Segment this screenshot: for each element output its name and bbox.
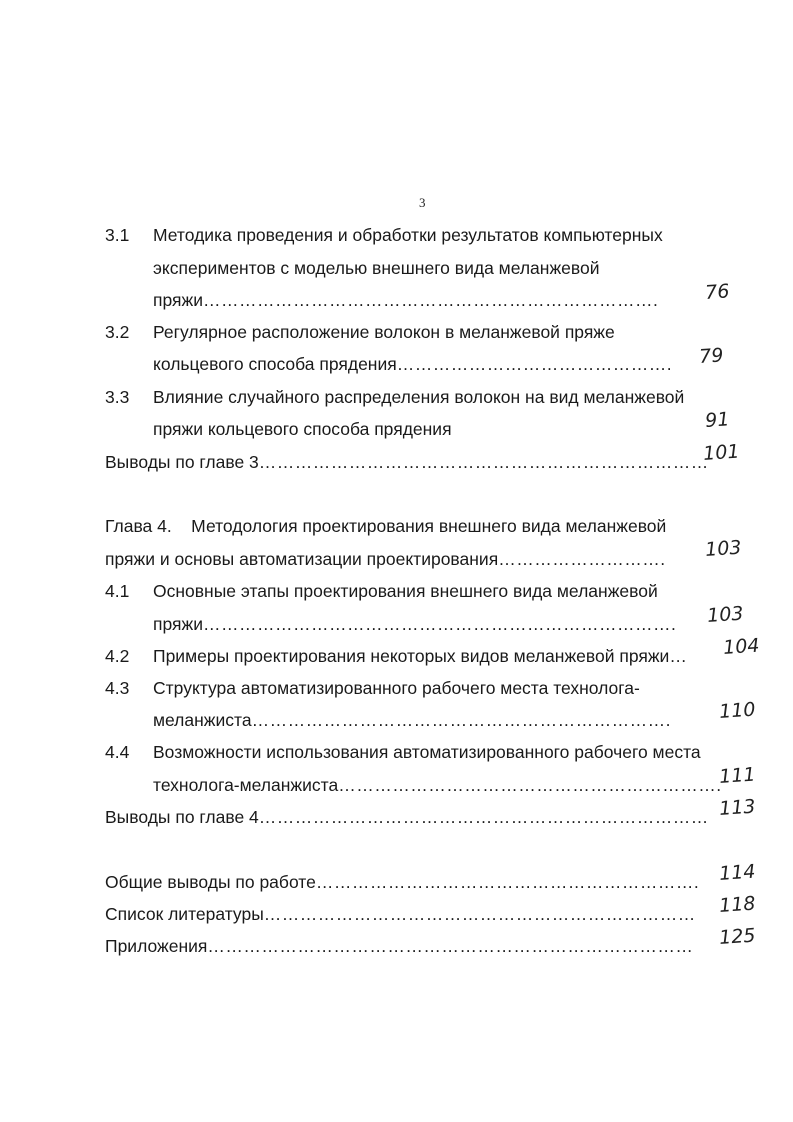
handwritten-page-number: 103 (704, 536, 743, 561)
leader-dots: ……………………………………………………………. (251, 710, 671, 730)
toc-entry-title-line: Общие выводы по работе (105, 872, 316, 892)
handwritten-page-number: 104 (722, 634, 761, 659)
toc-entry-title-line: Влияние случайного распределения волокон на вид меланжевой (153, 387, 685, 407)
toc-entry-number: 3.1 (105, 225, 130, 245)
chapter-heading: Глава 4. Методология проектирования внешнего вида меланжевой (105, 516, 667, 536)
toc-entry-number: 3.3 (105, 387, 130, 407)
handwritten-page-number: 111 (718, 763, 757, 788)
toc-entry-number: 3.2 (105, 322, 130, 342)
handwritten-page-number: 103 (706, 602, 745, 627)
toc-entry-last-line (105, 806, 709, 828)
toc-entry-last-line (105, 548, 666, 570)
toc-entry-number: 4.2 (105, 646, 130, 666)
leader-dots: …………………………………………………………………. (202, 290, 659, 310)
handwritten-page-number: 110 (718, 698, 757, 723)
handwritten-page-number: 113 (718, 795, 757, 820)
leader-dots: … (669, 646, 688, 666)
handwritten-page-number: 125 (718, 924, 757, 949)
handwritten-page-number: 101 (702, 440, 741, 465)
toc-entry-title-line: Выводы по главе 4 (105, 807, 259, 827)
toc-entry-number: 4.3 (105, 678, 130, 698)
leader-dots: ………………………………………………………………… (258, 807, 709, 827)
toc-entry-title-line: пряжи (153, 290, 203, 310)
handwritten-page-number: 76 (704, 280, 731, 304)
handwritten-page-number: 118 (718, 892, 757, 917)
toc-entry-title-line: пряжи (153, 614, 203, 634)
toc-entry-last-line (105, 871, 699, 893)
page-number: 3 (419, 195, 426, 210)
toc-entry-title-line: Структура автоматизированного рабочего места технолога- (153, 678, 640, 698)
leader-dots: ………………………. (498, 549, 666, 569)
toc-entry-last-line (153, 645, 687, 667)
handwritten-page-number: 114 (718, 860, 757, 885)
toc-entry-title-line: кольцевого способа прядения (153, 354, 397, 374)
toc-entry-title-line: пряжи и основы автоматизации проектирования (105, 549, 499, 569)
toc-entry-last-line (153, 353, 672, 375)
toc-entry-title-line: меланжиста (153, 710, 252, 730)
toc-entry-title-line: Примеры проектирования некоторых видов меланжевой пряжи (153, 646, 670, 666)
toc-entry-title-line: Список литературы (105, 904, 264, 924)
toc-entry-last-line (105, 451, 709, 473)
toc-entry-title-line: экспериментов с моделью внешнего вида меланжевой (153, 258, 600, 278)
leader-dots: ……………………………………………………………… (263, 904, 696, 924)
toc-entry-title-line: пряжи кольцевого способа прядения (153, 419, 452, 439)
toc-entry-title-line: Приложения (105, 936, 208, 956)
leader-dots: ………………………………………………………. (315, 872, 700, 892)
toc-entry-last-line (153, 709, 671, 731)
toc-entry-number: 4.1 (105, 581, 130, 601)
toc-entry-last-line (153, 289, 658, 311)
leader-dots: ………………………………………………………. (338, 775, 722, 795)
handwritten-page-number: 91 (704, 408, 731, 432)
toc-entry-last-line (153, 774, 722, 796)
leader-dots: ………………………………………. (396, 354, 673, 374)
toc-entry-title-line: технолога-меланжиста (153, 775, 339, 795)
toc-entry-title-line: Выводы по главе 3 (105, 452, 259, 472)
handwritten-page-number: 79 (698, 344, 725, 368)
toc-entry-last-line (105, 935, 693, 957)
leader-dots: ………………………………………………………………… (258, 452, 709, 472)
toc-entry-title-line: Методика проведения и обработки результатов компьютерных (153, 225, 663, 245)
toc-entry-last-line (105, 903, 696, 925)
toc-entry-title-line: Основные этапы проектирования внешнего вида меланжевой (153, 581, 658, 601)
toc-entry-last-line (153, 613, 676, 635)
toc-entry-title-line: Регулярное расположение волокон в меланжевой пряже (153, 322, 615, 342)
leader-dots: ……………………………………………………………………. (202, 614, 677, 634)
toc-entry-title-line: Возможности использования автоматизированного рабочего места (153, 742, 701, 762)
toc-entry-number: 4.4 (105, 742, 130, 762)
leader-dots: ……………………………………………………………………… (207, 936, 694, 956)
